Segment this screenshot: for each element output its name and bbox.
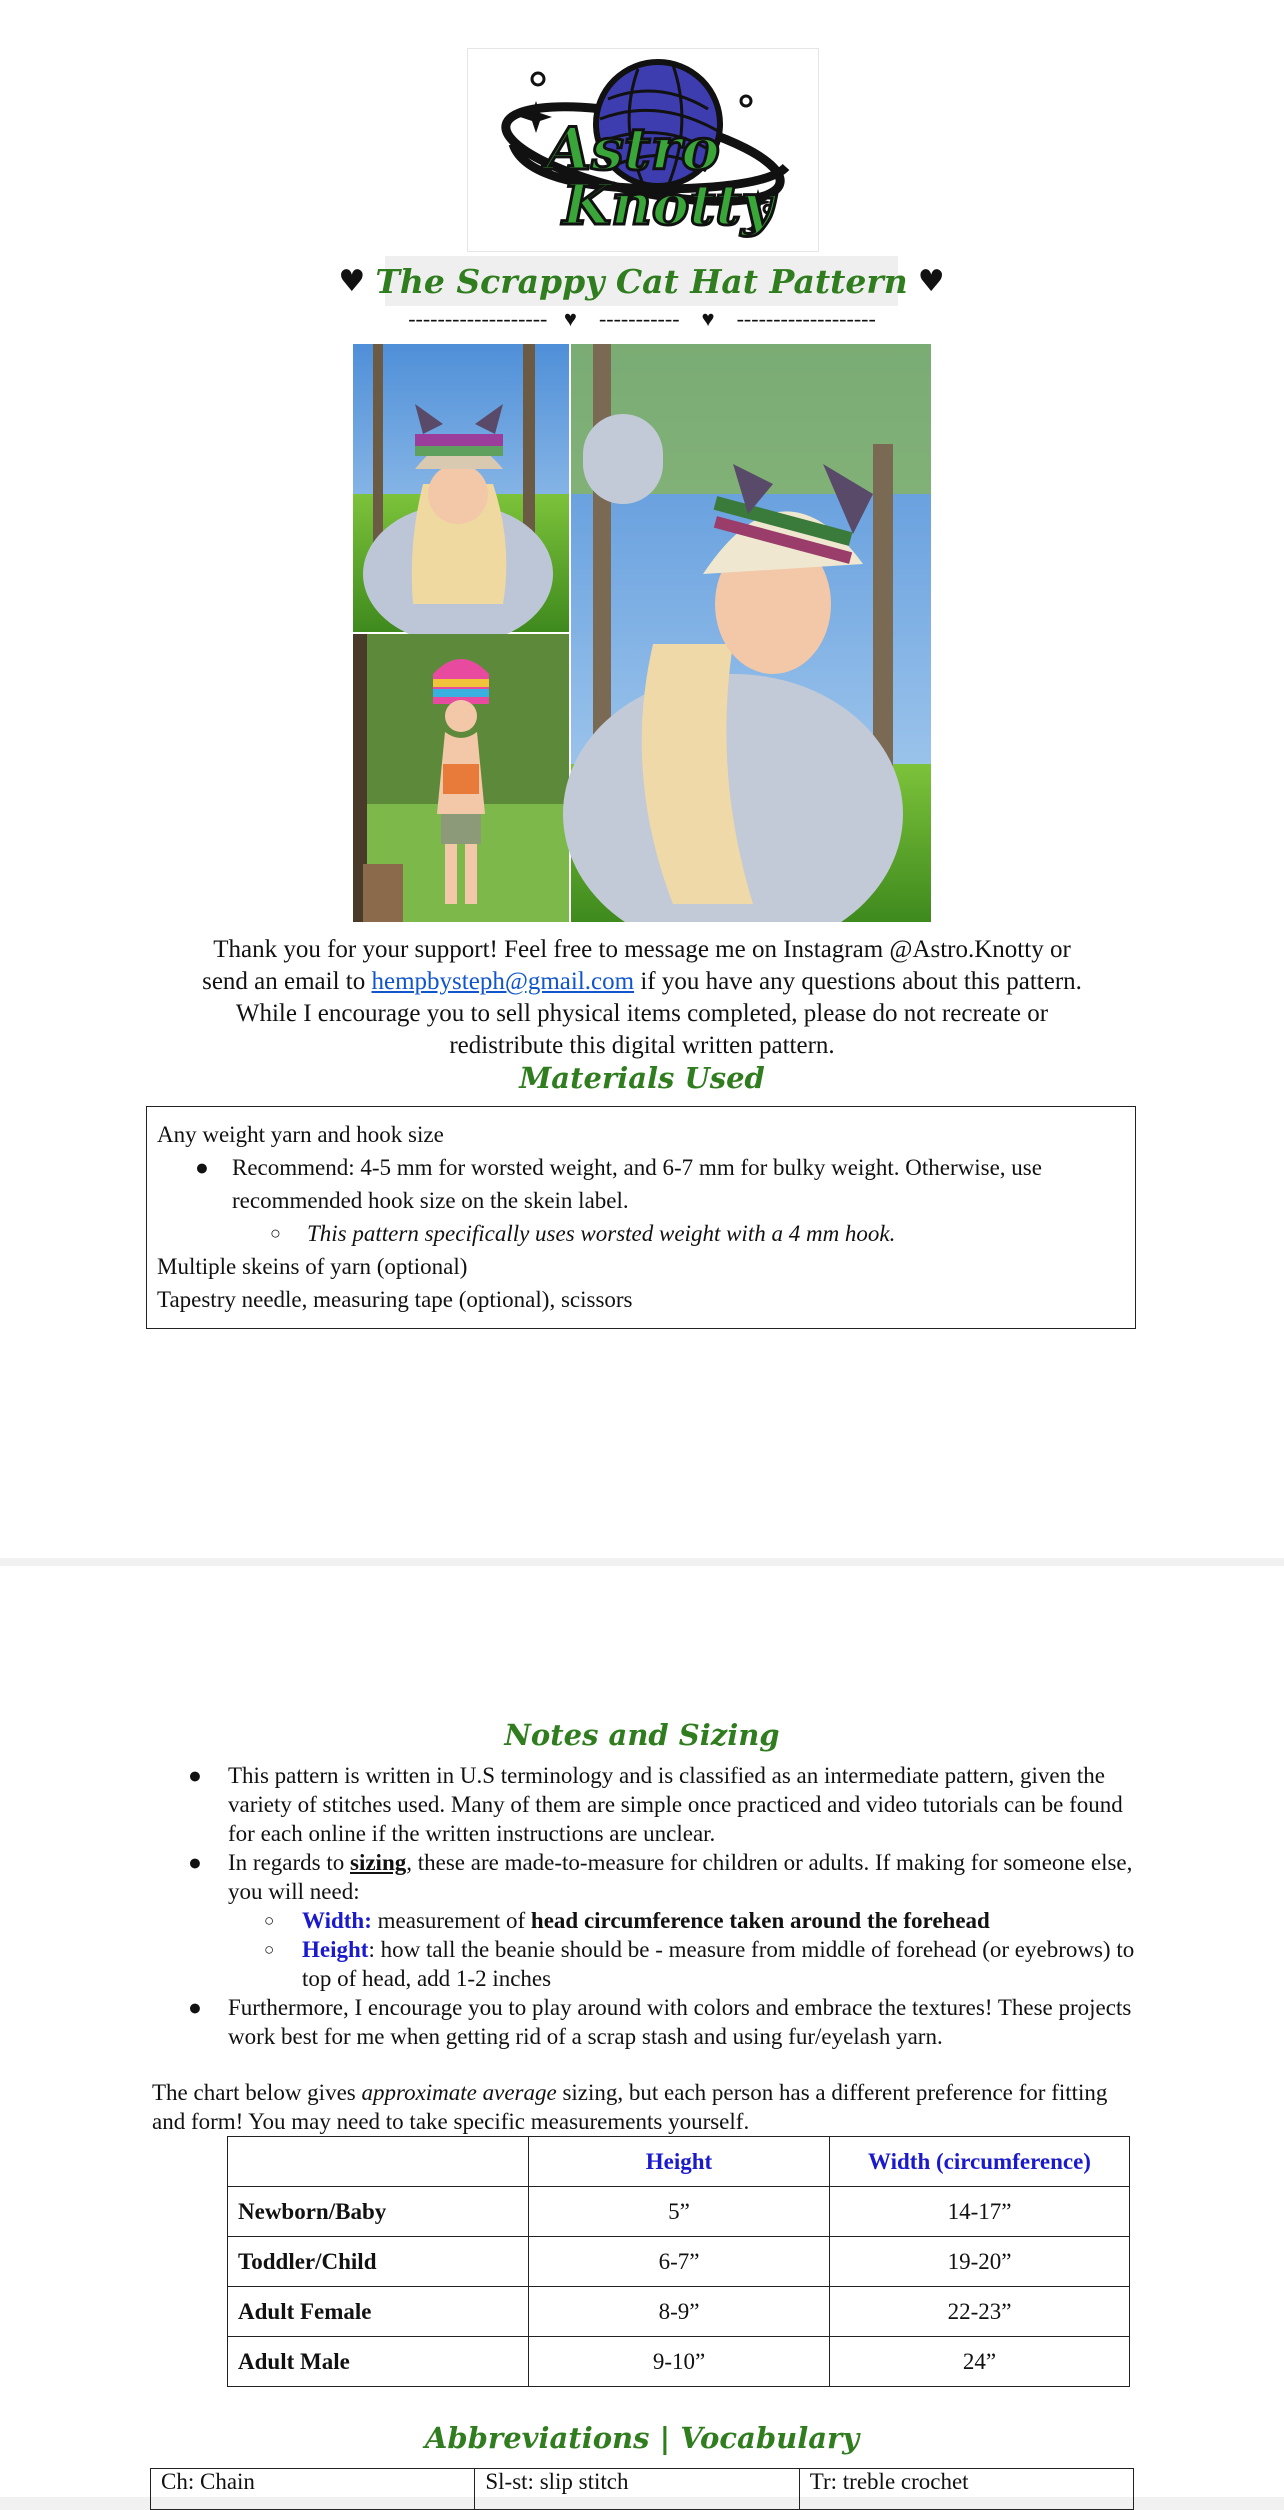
table-cell: Newborn/Baby [228,2187,529,2237]
table-cell: 19-20” [830,2237,1130,2287]
abbreviations-table [150,2468,1134,2510]
photo-collage [353,344,931,922]
heart-icon: ♥ [917,263,945,299]
svg-text:Knotty: Knotty [562,172,774,238]
notes-heading: Notes and Sizing [504,1718,780,1752]
thanks-line-3: While I encourage you to sell physical items completed, please do not recreate or [235,1000,1049,1027]
table-cell: 9-10” [529,2337,830,2387]
thank-you-message [140,934,1144,1062]
notes-list [150,1761,1135,2051]
table-cell: 6-7” [529,2237,830,2287]
thanks-line-1: Thank you for your support! Feel free to message me on Instagram @Astro.Knotty or [213,936,1071,963]
table-cell: 14-17” [830,2187,1130,2237]
table-cell: 24” [830,2337,1130,2387]
photo-collage-icon [353,344,931,922]
circle-bullet-icon: ○ [270,1223,281,1243]
heart-icon: ♥ [338,263,366,299]
circle-bullet-icon: ○ [264,1911,275,1930]
page-2 [0,1566,1284,2497]
table-row [228,2337,1130,2387]
table-header-cell: Width (circumference) [830,2137,1130,2187]
table-cell: Sl-st: slip stitch [475,2469,799,2510]
table-cell: Ch: Chain [151,2469,475,2510]
email-link[interactable]: hempbysteph@gmail.com [371,968,635,995]
table-row [151,2469,1134,2510]
materials-bullet: ● Recommend: 4-5 mm for worsted weight, and 6-7 mm for bulky weight. Otherwise, use recommended hook size on the skein label. [157,1151,1125,1217]
materials-item: Any weight yarn and hook size [157,1122,444,1147]
photo-bottom-left [353,634,569,922]
notes-sub-bullet-height: ○ Height: how tall the beanie should be - measure from middle of forehead (or eyebrows) to top of head, add 1-2 inches [264,1937,1135,1991]
table-cell: 5” [529,2187,830,2237]
photo-right-large [563,344,931,922]
chart-note: The chart below gives approximate average sizing, but each person has a different preference for fitting and form! You may need to take specific measurements yourself. [152,2080,1108,2134]
sizing-table [227,2136,1130,2387]
svg-text:Astro: Astro [546,115,720,183]
materials-box [146,1106,1136,1329]
decorative-divider: ------------------- ♥ ----------- ♥ ------------------- [408,306,876,331]
yarn-ball-planet-logo-icon [468,49,818,251]
bullet-icon: ● [195,1155,209,1180]
table-row [228,2287,1130,2337]
circle-bullet-icon: ○ [264,1940,275,1959]
table-header-row [228,2137,1130,2187]
table-row [228,2187,1130,2237]
astro-knotty-logo [467,48,819,252]
table-cell: 8-9” [529,2287,830,2337]
bullet-icon: ● [188,1850,202,1875]
thanks-line-4: redistribute this digital written pattern. [449,1032,835,1059]
materials-item: Multiple skeins of yarn (optional) [157,1254,468,1279]
table-cell: 22-23” [830,2287,1130,2337]
table-cell: Toddler/Child [228,2237,529,2287]
abbreviations-heading: Abbreviations | Vocabulary [424,2421,860,2455]
materials-heading: Materials Used [519,1061,765,1095]
table-header-cell: Height [529,2137,830,2187]
notes-bullet: ● This pattern is written in U.S terminology and is classified as an intermediate pattern, given the variety of stitches used. Many of them are simple once practiced and video tutorials can be found for each online if the written instructions are unclear. [188,1763,1123,1846]
thanks-line-2: send an email to hempbysteph@gmail.com if you have any questions about this pattern. [202,968,1082,995]
bullet-icon: ● [188,1995,202,2020]
table-cell: Adult Male [228,2337,529,2387]
materials-item: Tapestry needle, measuring tape (optional), scissors [157,1287,633,1312]
photo-top-left [353,344,569,644]
table-cell: Adult Female [228,2287,529,2337]
notes-sub-bullet-width: ○ Width: measurement of head circumference taken around the forehead [264,1908,990,1933]
table-header-cell [228,2137,529,2187]
notes-bullet: ● Furthermore, I encourage you to play around with colors and embrace the textures! These projects work best for me when getting rid of a scrap stash and using fur/eyelash yarn. [188,1995,1132,2049]
pattern-title [338,256,945,306]
table-cell: Tr: treble crochet [799,2469,1133,2510]
title-text: The Scrappy Cat Hat Pattern [375,261,908,301]
notes-bullet: ● In regards to sizing, these are made-to-measure for children or adults. If making for someone else, you will need: [188,1850,1133,1904]
materials-sub-bullet: ○ This pattern specifically uses worsted weight with a 4 mm hook. [157,1217,1125,1250]
bullet-icon: ● [188,1763,202,1788]
table-row [228,2237,1130,2287]
